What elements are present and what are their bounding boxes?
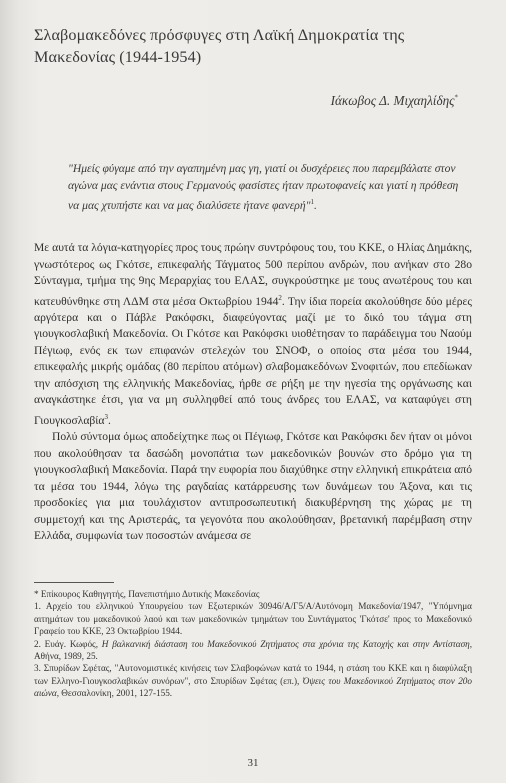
footnote-3-book-title: Όψεις του Μακεδονικού Ζητήματος στον 20ο αιώνα xyxy=(34,675,472,699)
author-name xyxy=(331,93,458,109)
epigraph-quote xyxy=(68,161,463,214)
footnote-2-book-title: Η βαλκανική διάσταση του Μακεδονικού Ζητήματος στα χρόνια της Κατοχής και στην Αντίσταση xyxy=(101,638,470,649)
paragraph-1-end: . xyxy=(108,413,111,427)
footnotes xyxy=(34,588,472,700)
paragraph-1-part-a: Με αυτά τα λόγια-κατηγορίες προς τους πρώην συντρόφους του, του ΚΚΕ, ο Ηλίας Δημάκης, γνωστότερος ως Γκότσε, επικεφαλής Τάγματος 500 περίπου ανδρών, που ανήκαν στο 28ο Σύνταγμα, τμήμα της 9ης Μεραρχίας του ΕΛΑΣ, συγκρούστηκε με τους ανωτέρους του και κατευθύνθηκε στη ΛΔΜ στα μέσα Οκτωβρίου 1944 xyxy=(34,241,472,308)
quote-end: . xyxy=(313,198,317,212)
quote-text: "Ημείς φύγαμε από την αγαπημένη μας γη, γιατί οι δυσχέρειες που παρεμβάλατε στον αγώνα μας ενάντια στους Γερμανούς φασίστες ήταν πρωτοφανείς και γιατί η πρόθεση να μας χτυπήστε και να μας διαλύσετε ήτανε φανερή" xyxy=(68,162,459,212)
footnote-3 xyxy=(34,662,472,699)
footnote-2-part-b: , Αθήνα, 1989, 25. xyxy=(34,638,472,662)
body-text xyxy=(34,240,472,545)
paragraph-2: Πολύ σύντομα όμως αποδείχτηκε πως οι Πέγιωφ, Γκότσε και Ρακόφσκι δεν ήταν οι μόνοι που ακολούθησαν τα δασώδη μονοπάτια των μακεδονικών βουνών στο δρόμο για τη γιουγκοσλαβική Μακεδονία. Παρά την ευφορία που διαχύθηκε στην ελληνική επικράτεια από τα μέσα του 1944, λόγω της ραγδαίας κατάρρευσης των δυνάμεων του Άξονα, και τις προσδοκίες για μια τουλάχιστον αντιπροσωπευτική διακυβέρνηση της χώρας με τη συμμετοχή και της Αριστεράς, τα γεγονότα που ακολούθησαν, βρετανική παρέμβαση στην Ελλάδα, συμφωνία των ποσοστών ανάμεσα σε xyxy=(34,430,472,543)
article-title: Σλαβομακεδόνες πρόσφυγες στη Λαϊκή Δημοκρατία της Μακεδονίας (1944-1954) xyxy=(34,26,405,66)
page-number: 31 xyxy=(247,757,259,769)
footnote-divider xyxy=(34,582,114,583)
author-name-text: Ιάκωβος Δ. Μιχαηλίδης xyxy=(330,93,455,108)
footnote-2-part-a: 2. Ευάγ. Κωφός, xyxy=(34,638,102,649)
footnote-affiliation: * Επίκουρος Καθηγητής, Πανεπιστήμιο Δυτικής Μακεδονίας xyxy=(34,589,260,599)
footnote-ref-2: 2 xyxy=(278,293,282,302)
author-footnote-mark: * xyxy=(454,93,458,102)
paragraph-1 xyxy=(34,240,472,429)
paragraph-1-part-b: . Την ίδια πορεία ακολούθησε δύο μέρες αργότερα και ο Πάβλε Ρακόφσκι, διαφεύγοντας μαζί με το δικό του τάγμα στη γιουγκοσλαβική Μακεδονία. Οι Γκότσε και Ρακόφσκι υιοθέτησαν το παράδειγμα του Ναούμ Πέγιωφ, ενός εκ των επιφανών στελεχών του ΣΝΟΦ, ο οποίος στα μέσα του 1944, επικεφαλής μικρής ομάδας (80 περίπου ατόμων) σλαβομακεδόνων Σνοφιτών, που επεδίωκαν την απόσχιση της ελληνικής Μακεδονίας, ήρθε σε ρήξη με την ηγεσία της οργάνωσης και αναγκάστηκε έτσι, για να μη συλληφθεί από τους άνδρες του ΕΛΑΣ, να καταφύγει στη Γιουγκοσλαβία xyxy=(34,294,472,427)
footnote-2 xyxy=(34,638,472,663)
footnote-3-part-b: , Θεσσαλονίκη, 2001, 127-155. xyxy=(56,688,173,699)
footnote-3-part-a: 3. Σπυρίδων Σφέτας, "Αυτονομιστικές κινήσεις των Σλαβοφώνων κατά το 1944, η στάση του ΚΚΕ και η διαφύλαξη των Ελληνο-Γιουγκοσλαβικών συνόρων", στο Σπυρίδων Σφέτας (επ.), xyxy=(34,663,472,686)
footnote-1: 1. Αρχείο του ελληνικού Υπουργείου των Εξωτερικών 30946/Α/Γ5/Α/Αυτόνομη Μακεδονία/1947, "Υπόμνημα αιτημάτων του μακεδονικού λαού και των μακεδονικών τμημάτων του Συντάγματος 'Γκότσε' προς το Μακεδονικό Γραφείο του ΚΚΕ, 23 Οκτωβρίου 1944. xyxy=(34,601,472,637)
quote-footnote-ref: 1 xyxy=(310,198,314,206)
footnote-ref-3: 3 xyxy=(104,412,108,421)
